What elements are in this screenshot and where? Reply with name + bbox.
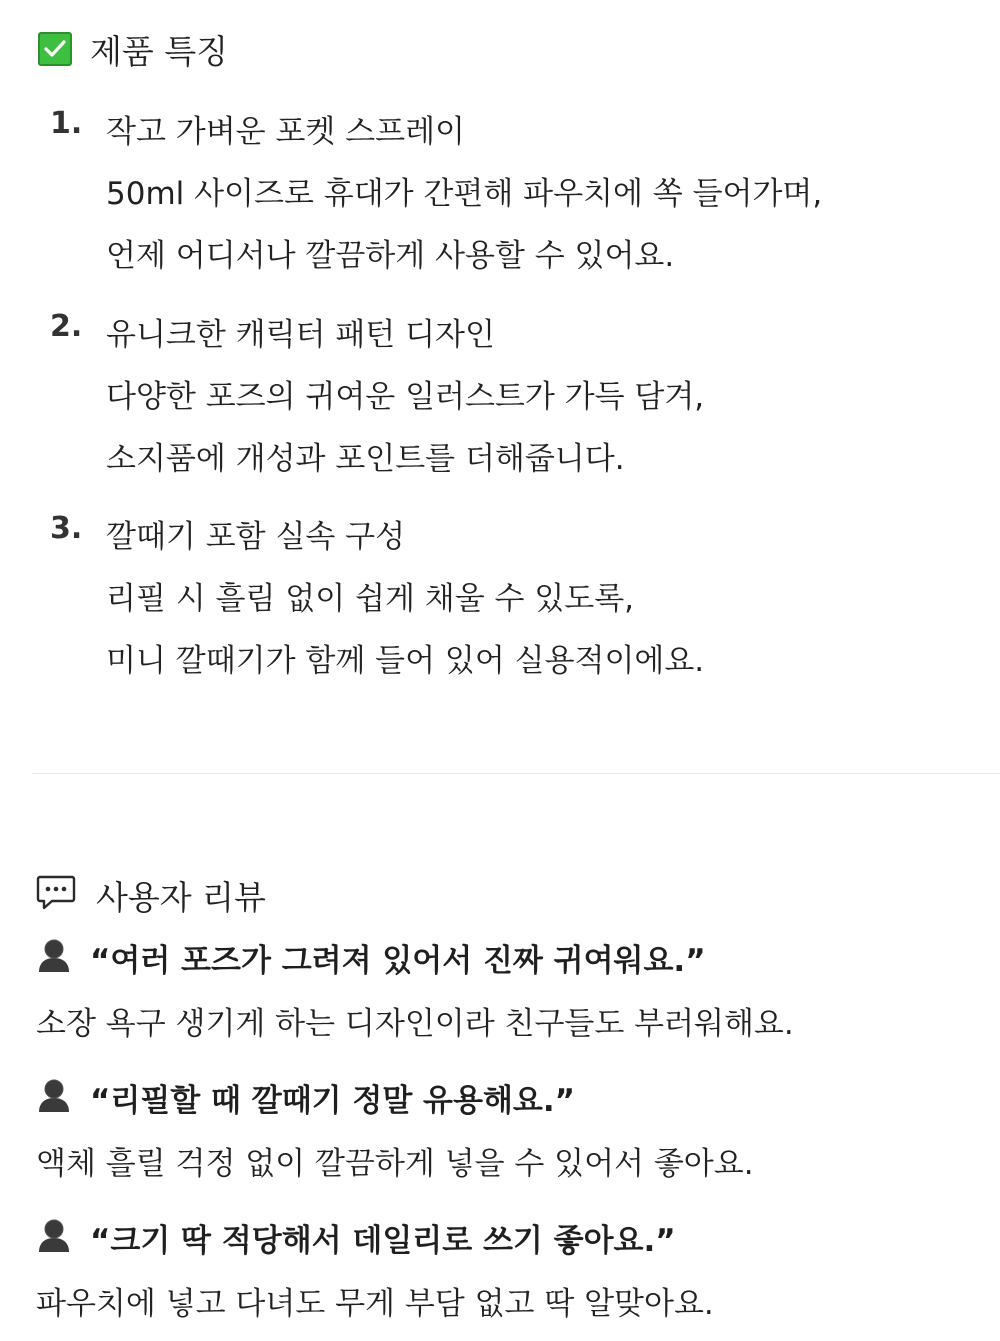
review-body: 소장 욕구 생기게 하는 디자인이라 친구들도 부러워해요.	[36, 1006, 794, 1042]
person-silhouette-icon	[36, 1077, 72, 1117]
feature-description-line: 50ml 사이즈로 휴대가 간편해 파우치에 쏙 들어가며,	[106, 176, 823, 212]
features-heading	[38, 28, 228, 70]
feature-description-line: 언제 어디서나 깔끔하게 사용할 수 있어요.	[106, 238, 675, 274]
feature-number: 3.	[50, 511, 83, 546]
review-quote-text: “크기 딱 적당해서 데일리로 쓰기 좋아요.”	[90, 1222, 676, 1259]
feature-title: 유니크한 캐릭터 패턴 디자인	[106, 317, 495, 353]
feature-title: 깔때기 포함 실속 구성	[106, 519, 406, 555]
reviews-heading	[36, 874, 266, 916]
review-quote	[36, 1217, 676, 1257]
check-box-icon	[38, 32, 72, 66]
feature-description-line: 리필 시 흘림 없이 쉽게 채울 수 있도록,	[106, 581, 635, 617]
section-divider	[32, 773, 1000, 774]
features-title: 제품 특징	[90, 31, 229, 71]
person-silhouette-icon	[36, 1217, 72, 1257]
review-quote	[36, 1077, 575, 1117]
speech-bubble-icon	[36, 874, 76, 916]
review-quote-text: “리필할 때 깔때기 정말 유용해요.”	[90, 1082, 575, 1119]
review-quote	[36, 937, 706, 977]
review-body: 파우치에 넣고 다녀도 무게 부담 없고 딱 알맞아요.	[36, 1286, 714, 1322]
reviews-title: 사용자 리뷰	[96, 877, 266, 917]
review-body: 액체 흘릴 걱정 없이 깔끔하게 넣을 수 있어서 좋아요.	[36, 1146, 754, 1182]
review-quote-text: “여러 포즈가 그려져 있어서 진짜 귀여워요.”	[90, 942, 706, 979]
feature-description-line: 미니 깔때기가 함께 들어 있어 실용적이에요.	[106, 643, 705, 679]
feature-number: 2.	[50, 309, 83, 344]
feature-title: 작고 가벼운 포켓 스프레이	[106, 114, 465, 150]
feature-description-line: 소지품에 개성과 포인트를 더해줍니다.	[106, 441, 625, 477]
feature-description-line: 다양한 포즈의 귀여운 일러스트가 가득 담겨,	[106, 379, 705, 415]
person-silhouette-icon	[36, 937, 72, 977]
feature-number: 1.	[50, 106, 83, 141]
